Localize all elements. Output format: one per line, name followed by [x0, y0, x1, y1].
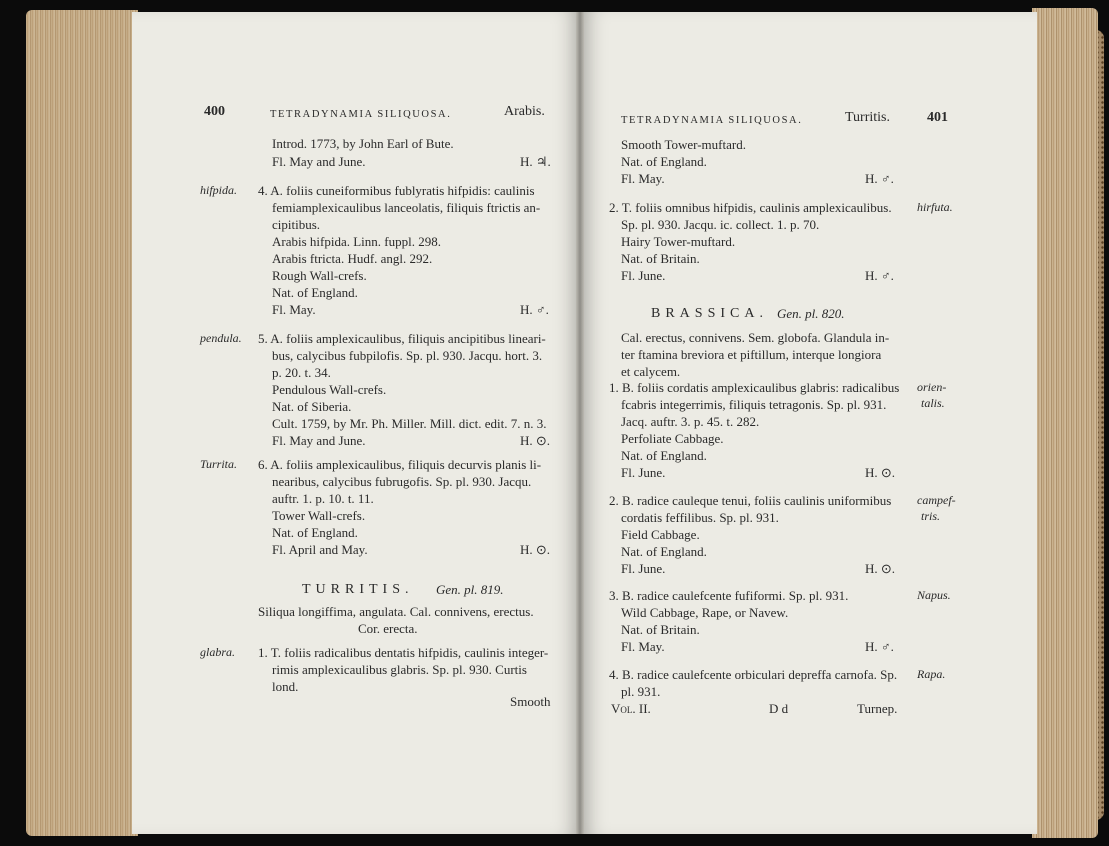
text-line: Fl. May. [272, 302, 316, 317]
text-line: 4. B. radice caulefcente orbiculari depreffa carnofa. Sp. [609, 667, 898, 682]
running-genus: Arabis. [504, 104, 545, 119]
text-line: Tower Wall-crefs. [272, 508, 366, 523]
text-line: Cor. erecta. [358, 621, 418, 636]
text-line: cipitibus. [272, 217, 321, 232]
margin-note: pendula. [200, 331, 242, 345]
genus-reference: Gen. pl. 820. [777, 306, 845, 321]
text-line: H. ♃. [520, 154, 551, 169]
text-line: Pendulous Wall-crefs. [272, 382, 387, 397]
text-line: Rough Wall-crefs. [272, 268, 367, 283]
running-head: TETRADYNAMIA SILIQUOSA. [621, 115, 803, 126]
text-line: Fl. May. [621, 639, 665, 654]
margin-note: orien- [917, 380, 947, 394]
text-line: femiamplexicaulibus lanceolatis, filiquis ftrictis an- [272, 200, 541, 215]
genus-heading: TURRITIS. [302, 582, 414, 597]
text-line: Nat. of England. [621, 154, 707, 169]
margin-note: hifpida. [200, 183, 238, 197]
text-line: Nat. of Britain. [621, 622, 700, 637]
text-line: Introd. 1773, by John Earl of Bute. [272, 136, 454, 151]
right-page [581, 12, 1037, 834]
text-line: H. ♂. [865, 171, 894, 186]
text-line: H. ⊙. [865, 465, 896, 480]
text-line: ter ftamina breviora et piftillum, interque longiora [621, 347, 882, 362]
text-line: Jacq. auftr. 3. p. 45. t. 282. [621, 414, 760, 429]
text-line: Fl. May and June. [272, 433, 366, 448]
text-line: Fl. June. [621, 268, 666, 283]
text-line: Nat. of Britain. [621, 251, 700, 266]
text-line: Fl. May. [621, 171, 665, 186]
margin-note: tris. [921, 509, 941, 523]
text-line: auftr. 1. p. 10. t. 11. [272, 491, 374, 506]
margin-note: hirfuta. [917, 200, 953, 214]
text-line: Nat. of England. [272, 285, 358, 300]
text-line: Cal. erectus, connivens. Sem. globofa. Glandula in- [621, 330, 890, 345]
margin-note: talis. [921, 396, 945, 410]
catchword: Smooth [510, 694, 551, 709]
page-number: 400 [204, 104, 225, 119]
text-line: Arabis hifpida. Linn. fuppl. 298. [272, 234, 441, 249]
signature-mark: D d [769, 701, 789, 716]
text-line: H. ⊙. [865, 561, 896, 576]
book-gutter [576, 12, 584, 834]
text-line: p. 20. t. 34. [272, 365, 331, 380]
text-line: Fl. June. [621, 561, 666, 576]
running-genus: Turritis. [845, 110, 891, 125]
right-page-edges [1032, 8, 1098, 838]
left-page [132, 12, 580, 834]
text-line: Fl. May and June. [272, 154, 366, 169]
text-line: fcabris integerrimis, filiquis tetragonis. Sp. pl. 931. [621, 397, 887, 412]
text-line: Perfoliate Cabbage. [621, 431, 724, 446]
left-page-edges [26, 10, 138, 836]
text-line: Arabis ftricta. Hudf. angl. 292. [272, 251, 433, 266]
text-line: 1. T. foliis radicalibus dentatis hifpidis, caulinis integer- [258, 645, 549, 660]
text-line: 5. A. foliis amplexicaulibus, filiquis ancipitibus lineari- [258, 331, 546, 346]
text-line: H. ⊙. [520, 433, 551, 448]
text-line: H. ⊙. [520, 542, 551, 557]
text-line: Cult. 1759, by Mr. Ph. Miller. Mill. dict. edit. 7. n. 3. [272, 416, 547, 431]
text-line: 3. B. radice caulefcente fufiformi. Sp. pl. 931. [609, 588, 849, 603]
margin-note: Rapa. [917, 667, 946, 681]
margin-note: Turrita. [200, 457, 238, 471]
margin-note: Napus. [917, 588, 951, 602]
running-head: TETRADYNAMIA SILIQUOSA. [270, 109, 452, 120]
text-line: Nat. of England. [621, 448, 707, 463]
genus-heading: BRASSICA. [651, 306, 768, 321]
text-line: et calycem. [621, 364, 681, 379]
text-line: Nat. of England. [272, 525, 358, 540]
text-line: pl. 931. [621, 684, 661, 699]
text-line: Wild Cabbage, Rape, or Navew. [621, 605, 789, 620]
text-line: bus, calycibus fubpilofis. Sp. pl. 930. Jacqu. hort. 3. [272, 348, 543, 363]
text-line: Siliqua longiffima, angulata. Cal. connivens, erectus. [258, 604, 534, 619]
text-line: Field Cabbage. [621, 527, 700, 542]
text-line: cordatis feffilibus. Sp. pl. 931. [621, 510, 779, 525]
text-line: Fl. June. [621, 465, 666, 480]
text-line: lond. [272, 679, 299, 694]
genus-reference: Gen. pl. 819. [436, 582, 504, 597]
margin-note: campef- [917, 493, 956, 507]
text-line: 2. T. foliis omnibus hifpidis, caulinis amplexicaulibus. [609, 200, 892, 215]
text-line: 4. A. foliis cuneiformibus fublyratis hifpidis: caulinis [258, 183, 535, 198]
text-line: Nat. of Siberia. [272, 399, 352, 414]
text-line: 2. B. radice cauleque tenui, foliis caulinis uniformibus [609, 493, 892, 508]
text-line: 6. A. foliis amplexicaulibus, filiquis decurvis planis li- [258, 457, 542, 472]
text-line: Sp. pl. 930. Jacqu. ic. collect. 1. p. 70. [621, 217, 820, 232]
margin-note: glabra. [200, 645, 236, 659]
page-number: 401 [927, 110, 948, 125]
text-line: 1. B. foliis cordatis amplexicaulibus glabris: radicalibus [609, 380, 900, 395]
volume-signature: Vol. II. [611, 701, 651, 716]
text-line: Smooth Tower-muftard. [621, 137, 746, 152]
text-line: Nat. of England. [621, 544, 707, 559]
text-line: H. ♂. [520, 302, 549, 317]
text-line: Hairy Tower-muftard. [621, 234, 736, 249]
text-line: Fl. April and May. [272, 542, 368, 557]
text-line: H. ♂. [865, 639, 894, 654]
catchword: Turnep. [857, 701, 898, 716]
text-line: rimis amplexicaulibus glabris. Sp. pl. 930. Curtis [272, 662, 527, 677]
text-line: nearibus, calycibus fubrugofis. Sp. pl. 930. Jacqu. [272, 474, 532, 489]
text-line: H. ♂. [865, 268, 894, 283]
